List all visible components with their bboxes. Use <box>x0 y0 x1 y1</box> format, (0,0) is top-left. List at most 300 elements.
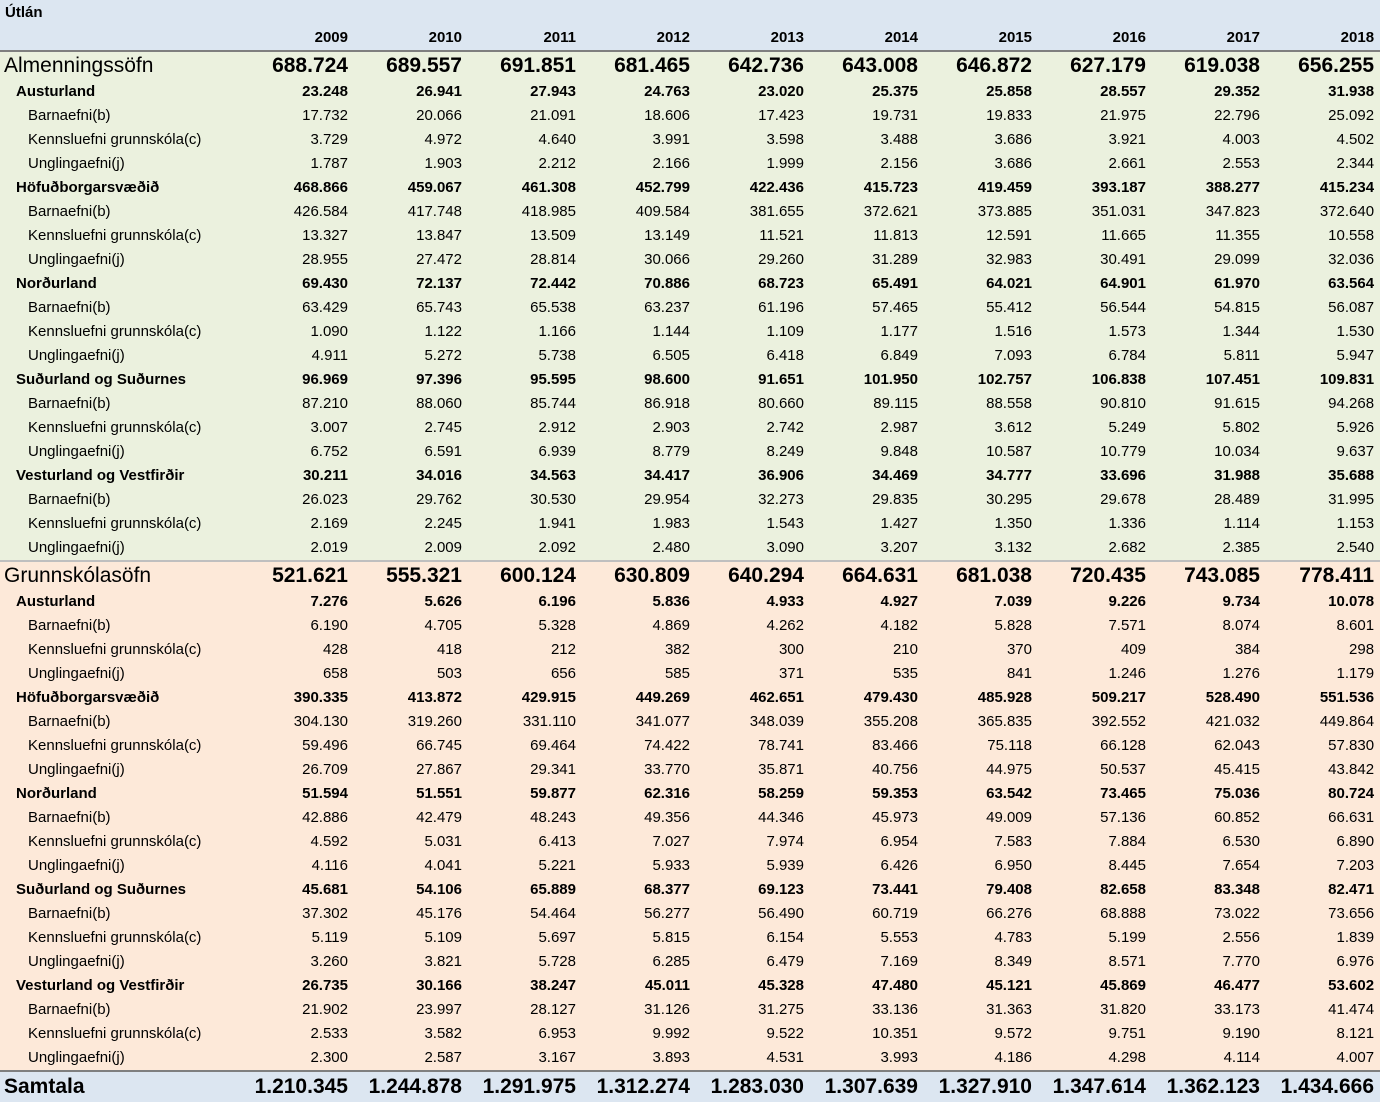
value-cell: 91.615 <box>1152 392 1266 416</box>
value-cell: 426.584 <box>240 200 354 224</box>
value-cell: 10.587 <box>924 440 1038 464</box>
value-cell: 4.502 <box>1266 128 1380 152</box>
category-row <box>0 392 1380 416</box>
value-cell: 28.557 <box>1038 80 1152 104</box>
region-row <box>0 782 1380 806</box>
value-cell: 56.490 <box>696 902 810 926</box>
category-row <box>0 488 1380 512</box>
value-cell: 9.226 <box>1038 590 1152 614</box>
value-cell: 331.110 <box>468 710 582 734</box>
row-label: Barnaefni(b) <box>0 614 240 638</box>
value-cell: 7.583 <box>924 830 1038 854</box>
value-cell: 468.866 <box>240 176 354 200</box>
value-cell: 656.255 <box>1266 51 1380 80</box>
category-row <box>0 614 1380 638</box>
row-label: Unglingaefni(j) <box>0 1046 240 1071</box>
row-label: Suðurland og Suðurnes <box>0 368 240 392</box>
value-cell: 73.022 <box>1152 902 1266 926</box>
value-cell: 42.886 <box>240 806 354 830</box>
value-cell: 1.153 <box>1266 512 1380 536</box>
value-cell: 409 <box>1038 638 1152 662</box>
value-cell: 63.237 <box>582 296 696 320</box>
value-cell: 10.034 <box>1152 440 1266 464</box>
value-cell: 98.600 <box>582 368 696 392</box>
value-cell: 60.852 <box>1152 806 1266 830</box>
value-cell: 640.294 <box>696 561 810 590</box>
value-cell: 1.350 <box>924 512 1038 536</box>
section-row <box>0 51 1380 80</box>
value-cell: 54.464 <box>468 902 582 926</box>
value-cell: 5.926 <box>1266 416 1380 440</box>
value-cell: 688.724 <box>240 51 354 80</box>
value-cell: 90.810 <box>1038 392 1152 416</box>
value-cell: 300 <box>696 638 810 662</box>
value-cell: 5.249 <box>1038 416 1152 440</box>
category-row <box>0 344 1380 368</box>
value-cell: 36.906 <box>696 464 810 488</box>
value-cell: 521.621 <box>240 561 354 590</box>
category-row <box>0 926 1380 950</box>
value-cell: 96.969 <box>240 368 354 392</box>
value-cell: 31.363 <box>924 998 1038 1022</box>
value-cell: 2.533 <box>240 1022 354 1046</box>
value-cell: 66.128 <box>1038 734 1152 758</box>
value-cell: 29.954 <box>582 488 696 512</box>
row-label: Barnaefni(b) <box>0 200 240 224</box>
value-cell: 73.465 <box>1038 782 1152 806</box>
value-cell: 2.903 <box>582 416 696 440</box>
value-cell: 5.828 <box>924 614 1038 638</box>
value-cell: 68.723 <box>696 272 810 296</box>
value-cell: 3.598 <box>696 128 810 152</box>
value-cell: 2.344 <box>1266 152 1380 176</box>
row-label: Barnaefni(b) <box>0 710 240 734</box>
value-cell: 5.553 <box>810 926 924 950</box>
value-cell: 48.243 <box>468 806 582 830</box>
value-cell: 30.066 <box>582 248 696 272</box>
value-cell: 6.285 <box>582 950 696 974</box>
value-cell: 1.179 <box>1266 662 1380 686</box>
year-header: 2016 <box>1038 26 1152 51</box>
category-row <box>0 416 1380 440</box>
value-cell: 1.246 <box>1038 662 1152 686</box>
value-cell: 88.558 <box>924 392 1038 416</box>
value-cell: 11.521 <box>696 224 810 248</box>
value-cell: 59.877 <box>468 782 582 806</box>
value-cell: 2.156 <box>810 152 924 176</box>
value-cell: 2.661 <box>1038 152 1152 176</box>
value-cell: 83.348 <box>1152 878 1266 902</box>
value-cell: 28.814 <box>468 248 582 272</box>
value-cell: 5.802 <box>1152 416 1266 440</box>
category-row <box>0 662 1380 686</box>
value-cell: 45.328 <box>696 974 810 998</box>
value-cell: 1.999 <box>696 152 810 176</box>
value-cell: 10.078 <box>1266 590 1380 614</box>
value-cell: 4.592 <box>240 830 354 854</box>
value-cell: 27.472 <box>354 248 468 272</box>
value-cell: 6.413 <box>468 830 582 854</box>
value-cell: 109.831 <box>1266 368 1380 392</box>
value-cell: 4.783 <box>924 926 1038 950</box>
value-cell: 85.744 <box>468 392 582 416</box>
row-label: Kennsluefni grunnskóla(c) <box>0 638 240 662</box>
row-label: Kennsluefni grunnskóla(c) <box>0 734 240 758</box>
value-cell: 80.660 <box>696 392 810 416</box>
row-label: Barnaefni(b) <box>0 806 240 830</box>
value-cell: 409.584 <box>582 200 696 224</box>
value-cell: 82.658 <box>1038 878 1152 902</box>
value-cell: 9.190 <box>1152 1022 1266 1046</box>
value-cell: 91.651 <box>696 368 810 392</box>
value-cell: 30.166 <box>354 974 468 998</box>
value-cell: 66.631 <box>1266 806 1380 830</box>
value-cell: 1.090 <box>240 320 354 344</box>
value-cell: 417.748 <box>354 200 468 224</box>
year-header: 2011 <box>468 26 582 51</box>
value-cell: 44.975 <box>924 758 1038 782</box>
value-cell: 2.009 <box>354 536 468 561</box>
value-cell: 4.114 <box>1152 1046 1266 1071</box>
value-cell: 5.697 <box>468 926 582 950</box>
value-cell: 1.362.123 <box>1152 1071 1266 1102</box>
value-cell: 63.564 <box>1266 272 1380 296</box>
value-cell: 1.983 <box>582 512 696 536</box>
value-cell: 5.221 <box>468 854 582 878</box>
value-cell: 2.092 <box>468 536 582 561</box>
value-cell: 341.077 <box>582 710 696 734</box>
value-cell: 10.558 <box>1266 224 1380 248</box>
value-cell: 393.187 <box>1038 176 1152 200</box>
value-cell: 68.377 <box>582 878 696 902</box>
value-cell: 7.027 <box>582 830 696 854</box>
value-cell: 4.531 <box>696 1046 810 1071</box>
value-cell: 6.976 <box>1266 950 1380 974</box>
value-cell: 106.838 <box>1038 368 1152 392</box>
header-label-cell <box>0 26 240 51</box>
value-cell: 6.418 <box>696 344 810 368</box>
value-cell: 62.316 <box>582 782 696 806</box>
value-cell: 44.346 <box>696 806 810 830</box>
value-cell: 422.436 <box>696 176 810 200</box>
value-cell: 35.688 <box>1266 464 1380 488</box>
value-cell: 7.770 <box>1152 950 1266 974</box>
value-cell: 429.915 <box>468 686 582 710</box>
value-cell: 5.031 <box>354 830 468 854</box>
value-cell: 658 <box>240 662 354 686</box>
value-cell: 30.295 <box>924 488 1038 512</box>
value-cell: 630.809 <box>582 561 696 590</box>
value-cell: 8.074 <box>1152 614 1266 638</box>
row-label: Kennsluefni grunnskóla(c) <box>0 416 240 440</box>
value-cell: 46.477 <box>1152 974 1266 998</box>
value-cell: 2.540 <box>1266 536 1380 561</box>
value-cell: 63.429 <box>240 296 354 320</box>
value-cell: 82.471 <box>1266 878 1380 902</box>
region-row <box>0 464 1380 488</box>
value-cell: 1.516 <box>924 320 1038 344</box>
category-row <box>0 1046 1380 1071</box>
value-cell: 88.060 <box>354 392 468 416</box>
value-cell: 720.435 <box>1038 561 1152 590</box>
value-cell: 3.729 <box>240 128 354 152</box>
value-cell: 55.412 <box>924 296 1038 320</box>
value-cell: 21.902 <box>240 998 354 1022</box>
value-cell: 49.356 <box>582 806 696 830</box>
value-cell: 6.591 <box>354 440 468 464</box>
value-cell: 41.474 <box>1266 998 1380 1022</box>
value-cell: 384 <box>1152 638 1266 662</box>
value-cell: 64.021 <box>924 272 1038 296</box>
value-cell: 33.696 <box>1038 464 1152 488</box>
category-row <box>0 248 1380 272</box>
value-cell: 6.154 <box>696 926 810 950</box>
value-cell: 5.939 <box>696 854 810 878</box>
category-row <box>0 638 1380 662</box>
value-cell: 9.734 <box>1152 590 1266 614</box>
value-cell: 6.953 <box>468 1022 582 1046</box>
value-cell: 5.815 <box>582 926 696 950</box>
value-cell: 56.277 <box>582 902 696 926</box>
value-cell: 10.351 <box>810 1022 924 1046</box>
category-row <box>0 998 1380 1022</box>
category-row <box>0 734 1380 758</box>
value-cell: 75.118 <box>924 734 1038 758</box>
value-cell: 79.408 <box>924 878 1038 902</box>
value-cell: 13.847 <box>354 224 468 248</box>
value-cell: 13.509 <box>468 224 582 248</box>
row-label: Barnaefni(b) <box>0 104 240 128</box>
value-cell: 13.149 <box>582 224 696 248</box>
value-cell: 34.563 <box>468 464 582 488</box>
value-cell: 4.933 <box>696 590 810 614</box>
value-cell: 57.136 <box>1038 806 1152 830</box>
value-cell: 80.724 <box>1266 782 1380 806</box>
category-row <box>0 1022 1380 1046</box>
value-cell: 7.203 <box>1266 854 1380 878</box>
value-cell: 5.947 <box>1266 344 1380 368</box>
value-cell: 66.745 <box>354 734 468 758</box>
year-header: 2015 <box>924 26 1038 51</box>
row-label: Suðurland og Suðurnes <box>0 878 240 902</box>
value-cell: 3.132 <box>924 536 1038 561</box>
value-cell: 1.530 <box>1266 320 1380 344</box>
value-cell: 681.465 <box>582 51 696 80</box>
value-cell: 1.543 <box>696 512 810 536</box>
value-cell: 29.835 <box>810 488 924 512</box>
value-cell: 4.911 <box>240 344 354 368</box>
value-cell: 65.538 <box>468 296 582 320</box>
value-cell: 3.582 <box>354 1022 468 1046</box>
value-cell: 681.038 <box>924 561 1038 590</box>
value-cell: 5.328 <box>468 614 582 638</box>
value-cell: 419.459 <box>924 176 1038 200</box>
value-cell: 29.260 <box>696 248 810 272</box>
value-cell: 32.273 <box>696 488 810 512</box>
value-cell: 3.821 <box>354 950 468 974</box>
year-header: 2009 <box>240 26 354 51</box>
value-cell: 57.830 <box>1266 734 1380 758</box>
value-cell: 25.375 <box>810 80 924 104</box>
value-cell: 1.787 <box>240 152 354 176</box>
value-cell: 509.217 <box>1038 686 1152 710</box>
table-title-row <box>0 0 1380 26</box>
value-cell: 33.770 <box>582 758 696 782</box>
value-cell: 7.169 <box>810 950 924 974</box>
value-cell: 2.987 <box>810 416 924 440</box>
value-cell: 72.442 <box>468 272 582 296</box>
value-cell: 528.490 <box>1152 686 1266 710</box>
value-cell: 24.763 <box>582 80 696 104</box>
value-cell: 6.190 <box>240 614 354 638</box>
value-cell: 11.813 <box>810 224 924 248</box>
value-cell: 86.918 <box>582 392 696 416</box>
value-cell: 29.099 <box>1152 248 1266 272</box>
value-cell: 25.858 <box>924 80 1038 104</box>
value-cell: 2.245 <box>354 512 468 536</box>
value-cell: 9.637 <box>1266 440 1380 464</box>
row-label: Kennsluefni grunnskóla(c) <box>0 926 240 950</box>
value-cell: 355.208 <box>810 710 924 734</box>
value-cell: 62.043 <box>1152 734 1266 758</box>
category-row <box>0 104 1380 128</box>
value-cell: 2.912 <box>468 416 582 440</box>
value-cell: 66.276 <box>924 902 1038 926</box>
value-cell: 5.738 <box>468 344 582 368</box>
value-cell: 1.122 <box>354 320 468 344</box>
value-cell: 6.849 <box>810 344 924 368</box>
value-cell: 23.248 <box>240 80 354 104</box>
value-cell: 26.709 <box>240 758 354 782</box>
value-cell: 1.434.666 <box>1266 1071 1380 1102</box>
value-cell: 72.137 <box>354 272 468 296</box>
value-cell: 45.176 <box>354 902 468 926</box>
value-cell: 11.665 <box>1038 224 1152 248</box>
value-cell: 3.686 <box>924 128 1038 152</box>
value-cell: 42.479 <box>354 806 468 830</box>
value-cell: 31.820 <box>1038 998 1152 1022</box>
value-cell: 1.210.345 <box>240 1071 354 1102</box>
row-label: Kennsluefni grunnskóla(c) <box>0 512 240 536</box>
value-cell: 3.090 <box>696 536 810 561</box>
value-cell: 26.735 <box>240 974 354 998</box>
category-row <box>0 512 1380 536</box>
row-label: Unglingaefni(j) <box>0 440 240 464</box>
value-cell: 17.732 <box>240 104 354 128</box>
value-cell: 1.941 <box>468 512 582 536</box>
value-cell: 28.127 <box>468 998 582 1022</box>
value-cell: 413.872 <box>354 686 468 710</box>
value-cell: 102.757 <box>924 368 1038 392</box>
value-cell: 20.066 <box>354 104 468 128</box>
value-cell: 45.415 <box>1152 758 1266 782</box>
value-cell: 69.430 <box>240 272 354 296</box>
value-cell: 8.249 <box>696 440 810 464</box>
value-cell: 4.116 <box>240 854 354 878</box>
value-cell: 29.352 <box>1152 80 1266 104</box>
value-cell: 53.602 <box>1266 974 1380 998</box>
value-cell: 462.651 <box>696 686 810 710</box>
value-cell: 43.842 <box>1266 758 1380 782</box>
value-cell: 2.480 <box>582 536 696 561</box>
value-cell: 3.207 <box>810 536 924 561</box>
value-cell: 4.927 <box>810 590 924 614</box>
value-cell: 35.871 <box>696 758 810 782</box>
value-cell: 5.119 <box>240 926 354 950</box>
value-cell: 8.571 <box>1038 950 1152 974</box>
value-cell: 1.312.274 <box>582 1071 696 1102</box>
value-cell: 73.656 <box>1266 902 1380 926</box>
region-row <box>0 974 1380 998</box>
value-cell: 68.888 <box>1038 902 1152 926</box>
value-cell: 27.867 <box>354 758 468 782</box>
value-cell: 4.041 <box>354 854 468 878</box>
region-row <box>0 686 1380 710</box>
category-row <box>0 224 1380 248</box>
value-cell: 1.144 <box>582 320 696 344</box>
value-cell: 5.933 <box>582 854 696 878</box>
value-cell: 372.640 <box>1266 200 1380 224</box>
value-cell: 4.186 <box>924 1046 1038 1071</box>
value-cell: 449.269 <box>582 686 696 710</box>
value-cell: 3.991 <box>582 128 696 152</box>
value-cell: 5.811 <box>1152 344 1266 368</box>
value-cell: 30.491 <box>1038 248 1152 272</box>
value-cell: 6.752 <box>240 440 354 464</box>
value-cell: 3.167 <box>468 1046 582 1071</box>
category-row <box>0 710 1380 734</box>
value-cell: 585 <box>582 662 696 686</box>
value-cell: 25.092 <box>1266 104 1380 128</box>
value-cell: 70.886 <box>582 272 696 296</box>
row-label: Barnaefni(b) <box>0 488 240 512</box>
value-cell: 689.557 <box>354 51 468 80</box>
row-label: Norðurland <box>0 782 240 806</box>
value-cell: 27.943 <box>468 80 582 104</box>
value-cell: 31.938 <box>1266 80 1380 104</box>
value-cell: 61.970 <box>1152 272 1266 296</box>
value-cell: 6.890 <box>1266 830 1380 854</box>
value-cell: 6.479 <box>696 950 810 974</box>
value-cell: 57.465 <box>810 296 924 320</box>
row-label: Unglingaefni(j) <box>0 758 240 782</box>
value-cell: 4.007 <box>1266 1046 1380 1071</box>
value-cell: 21.975 <box>1038 104 1152 128</box>
value-cell: 26.023 <box>240 488 354 512</box>
value-cell: 8.601 <box>1266 614 1380 638</box>
value-cell: 32.983 <box>924 248 1038 272</box>
table-title: Útlán <box>0 0 1380 26</box>
value-cell: 28.955 <box>240 248 354 272</box>
value-cell: 7.884 <box>1038 830 1152 854</box>
row-label: Norðurland <box>0 272 240 296</box>
value-cell: 1.114 <box>1152 512 1266 536</box>
row-label: Unglingaefni(j) <box>0 950 240 974</box>
value-cell: 3.921 <box>1038 128 1152 152</box>
value-cell: 7.093 <box>924 344 1038 368</box>
value-cell: 365.835 <box>924 710 1038 734</box>
row-label: Barnaefni(b) <box>0 296 240 320</box>
value-cell: 3.686 <box>924 152 1038 176</box>
value-cell: 7.039 <box>924 590 1038 614</box>
value-cell: 1.276 <box>1152 662 1266 686</box>
value-cell: 6.426 <box>810 854 924 878</box>
value-cell: 2.587 <box>354 1046 468 1071</box>
value-cell: 1.903 <box>354 152 468 176</box>
value-cell: 1.244.878 <box>354 1071 468 1102</box>
category-row <box>0 440 1380 464</box>
value-cell: 63.542 <box>924 782 1038 806</box>
